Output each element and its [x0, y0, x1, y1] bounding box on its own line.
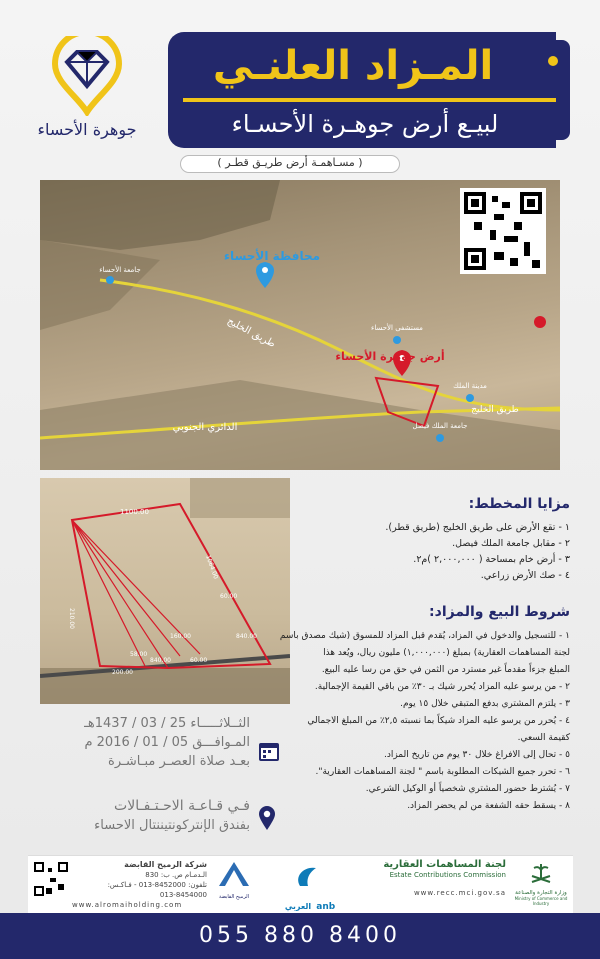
plan-label-4: 210.00	[68, 608, 75, 629]
city-pin-icon	[256, 262, 274, 288]
palm-swords-icon	[528, 860, 554, 886]
banner-tab	[540, 40, 570, 140]
ministry-name-en: Ministry of Commerce and Industry	[514, 896, 568, 906]
plan-label-8: 160.00	[170, 633, 191, 640]
map-label-gulf-road-2: طريق الخليج	[471, 405, 519, 415]
company-info	[72, 860, 207, 910]
commission-name-en: Estate Contributions Commission	[389, 871, 506, 879]
bank-logo	[280, 862, 340, 912]
brand-logo	[22, 36, 152, 146]
banner-strip	[183, 98, 556, 102]
plan-label-3: 1064.00	[204, 554, 220, 581]
alromaih-logo-text: الرميح القابضة	[218, 894, 250, 900]
poi-uni-icon	[436, 434, 444, 442]
commission-url: www.recc.mci.gov.sa	[413, 889, 506, 897]
map-label-uni: جامعة الملك فيصل	[412, 422, 468, 430]
list-item: ٣ - أرض خام بمساحة ( ٢,٠٠٠,٠٠٠ )م٢.	[413, 554, 570, 565]
plan-label-10: 60.00	[220, 593, 238, 600]
map-label-gulf-road: طريق الخليج	[225, 315, 278, 351]
event-day: الثــلاثـــــاء 25 / 03 / 1437هـ	[84, 716, 250, 731]
map-label-ring-road: الدائري الجنوبي	[172, 422, 238, 433]
bank-name: العربي	[284, 902, 312, 911]
commission-name: لجنة المساهمات العقارية	[383, 859, 506, 870]
map-label-left: جامعة الأحساء	[99, 266, 141, 274]
bank-name-en: anb	[316, 902, 336, 912]
company-url: www.alromaiholding.com	[72, 901, 183, 909]
list-item: ٣ - يلتزم المشتري بدفع المتبقي خلال ١٥ يوم.	[400, 699, 570, 709]
banner-tagline: ( مسـاهمـة أرض طريـق قطـر )	[180, 155, 400, 173]
terms-title: شروط البيع والمزاد:	[429, 604, 570, 620]
diamond-pin-icon	[37, 36, 137, 116]
site-plan	[40, 478, 290, 704]
contact-phone[interactable]: 055 880 8400	[0, 913, 600, 959]
poi-mall-icon	[466, 394, 474, 402]
banner-dot	[548, 56, 558, 66]
anb-logo-icon	[290, 862, 330, 890]
calendar-icon	[258, 740, 280, 762]
commission-info	[346, 860, 506, 898]
list-item: ٤ - صك الأرض زراعي.	[480, 570, 570, 581]
event-greg: المـوافـــق 05 / 01 / 2016 م	[84, 735, 250, 750]
north-arrow-icon	[534, 316, 546, 328]
list-item: ٥ - تحال إلى الافراغ خلال ٣٠ يوم من تاريخ المزاد.	[383, 750, 570, 760]
poi-hosp-icon	[393, 336, 401, 344]
logo-text: جوهرة الأحساء	[37, 120, 137, 139]
map-label-hosp: مستشفى الأحساء	[371, 324, 423, 332]
company-phone: تلفون: 8452000-013 - فـاكـس: 8454000-013	[107, 881, 207, 899]
features-list	[300, 520, 570, 584]
map-label-mall: مدينة الملك	[453, 382, 487, 390]
poi-left-icon	[106, 276, 114, 284]
list-item: ١ - تقع الأرض على طريق الخليج (طريق قطر).	[385, 522, 570, 533]
site-plan-graphic	[40, 478, 290, 704]
event-time: بعـد صلاة العصـر مبـاشـرة	[108, 754, 250, 769]
company-name: شركة الرميح القابضة	[124, 860, 207, 869]
list-item: كقيمة السعي.	[517, 733, 570, 743]
alromaih-logo-icon	[217, 860, 251, 890]
list-item: ١ - للتسجيل والدخول في المزاد، يُقدم قبل المزاد للمسوق (شيك مصدق باسم	[279, 631, 570, 641]
list-item: ٢ - مقابل جامعة الملك فيصل.	[452, 538, 570, 549]
venue-line-2: بفندق الإنتركونتيننتال الاحساء	[94, 818, 250, 833]
sponsor-footer	[28, 855, 573, 913]
banner-title: المـزاد العلنـي	[212, 43, 494, 89]
banner-subtitle: لبيـع أرض جوهـرة الأحسـاء	[231, 110, 499, 138]
terms-list	[279, 628, 570, 815]
map-label-city: محافظة الأحساء	[223, 249, 321, 263]
plan-label-9: 200.00	[112, 669, 133, 676]
venue-line-1: فـي قـاعـة الاحـتـفـالات	[114, 798, 250, 814]
location-pin-icon	[258, 805, 276, 831]
list-item: لجنة المساهمات العقارية) بمبلغ (١,٠٠٠,٠٠٠) مليون ريال، ويُعد هذا	[323, 648, 570, 658]
list-item: المبلغ جزءاً مقدماً غير مسترد من الثمن في حق من رسا عليه البيع.	[321, 665, 570, 675]
plan-label-7: 58.00	[130, 651, 148, 658]
list-item: ٨ - يسقط حقه الشفعة من لم يحضر المزاد.	[407, 801, 570, 811]
footer-qr-icon	[34, 862, 68, 896]
ministry-name: وزارة التجارة والصناعة	[515, 890, 567, 896]
plan-label-6: 60.00	[190, 657, 208, 664]
aerial-map	[40, 180, 560, 470]
list-item: ٧ - يُشترط حضور المشتري شخصياً أو الوكيل الشرعي.	[365, 784, 570, 794]
ministry-logo	[510, 860, 572, 906]
event-venue-block	[40, 798, 250, 833]
qr-code-icon	[460, 188, 546, 274]
company-address: الـدمـام ص. ب: 830	[145, 871, 207, 879]
plan-label-1: 1100.00	[120, 508, 149, 516]
features-title: مزايا المخطط:	[468, 496, 570, 512]
list-item: ٢ - من يرسو عليه المزاد يُحرر شيك بـ ٣٠٪ من باقي القيمة الإجمالية.	[314, 682, 570, 692]
alromaih-logo	[214, 860, 254, 906]
plan-label-2: 840.00	[236, 633, 257, 640]
list-item: ٤ - يُحرر من يرسو عليه المزاد شيكاً بما نسبته ٢,٥٪ من المبلغ الاجمالي	[307, 716, 570, 726]
plan-label-5: 840.00	[150, 657, 171, 664]
list-item: ٦ - تحرر جميع الشيكات المطلوبة باسم " لجنة المساهمات العقارية".	[315, 767, 570, 777]
event-date-block	[40, 716, 250, 769]
map-label-site: أرض جوهرة الأحساء	[335, 350, 445, 363]
